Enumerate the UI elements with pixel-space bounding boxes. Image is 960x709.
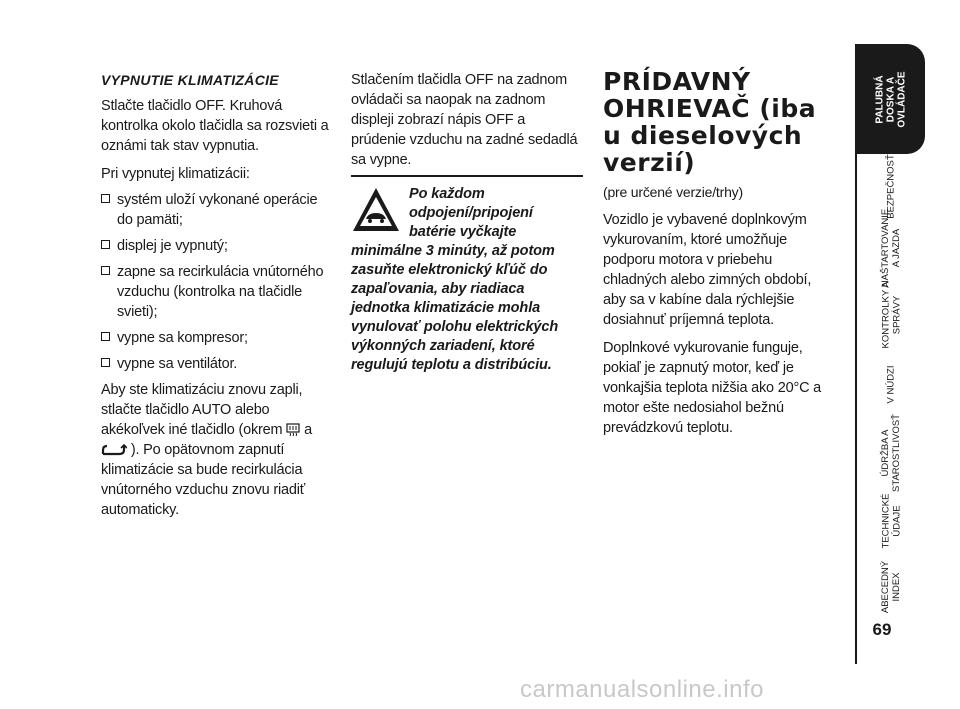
column-middle <box>351 70 583 178</box>
list-item: systém uloží vykonané operácie do pamäti; <box>101 190 333 230</box>
tab-kontrolky[interactable]: KONTROLKY A SPRÁVY <box>879 281 902 349</box>
section-heading: VYPNUTIE KLIMATIZÁCIE <box>101 72 279 88</box>
paragraph: Stlačte tlačidlo OFF. Kruhová kontrolka okolo tlačidla sa rozsvieti a oznámi tak stav vypnutia. <box>101 98 329 154</box>
paragraph: Doplnkové vykurovanie funguje, pokiaľ je zapnutý motor, keď je vonkajšia teplota nižšia ako 20°C a motor ešte nedosiahol bežnú prevádzkovú teplotu. <box>603 340 822 436</box>
recirculation-icon <box>101 444 127 456</box>
rear-defrost-icon <box>286 423 300 436</box>
list-item: vypne sa ventilátor. <box>101 354 333 374</box>
warning-text: Po každom odpojení/pripojení batérie vyčkajte minimálne 3 minúty, až potom zasuňte elektronický kľúč do zapaľovania, aby riadiaca jednotka klimatizácie mohla vynulovať polohu elektrických výkonných zariadení, ktoré regulujú teplotu a distribúciu. <box>351 186 559 373</box>
list-item: displej je vypnutý; <box>101 236 333 256</box>
tab-v-nudzi[interactable]: V NÚDZI <box>885 365 897 403</box>
paragraph: Stlačením tlačidla OFF na zadnom ovládači sa naopak na zadnom displeji zobrazí nápis OFF a prúdenie vzduchu na zadné sedadlá sa vypne. <box>351 72 578 168</box>
checkbox-bullet-icon <box>101 358 110 367</box>
watermark: carmanualsonline.info <box>520 676 764 703</box>
page-number: 69 <box>872 620 892 639</box>
tab-nastartovanie[interactable]: NAŠTARTOVANIE A JAZDA <box>880 208 903 288</box>
paragraph: Vozidlo je vybavené doplnkovým vykurovaním, ktoré umožňuje podporu motora v priebehu chladných alebo zimných období, aby sa v kabíne dala rýchlejšie dosiahnuť príjemná teplota. <box>603 212 812 328</box>
checkbox-bullet-icon <box>101 332 110 341</box>
tab-abecedny-index[interactable]: ABECEDNÝ INDEX <box>879 560 902 614</box>
list-item: vypne sa kompresor; <box>101 328 333 348</box>
page-title: PRÍDAVNÝ OHRIEVAČ (iba u dieselových verzií) <box>603 67 817 177</box>
list-item: zapne sa recirkulácia vnútorného vzduchu (kontrolka na tlačidle svieti); <box>101 262 333 322</box>
paragraph: Aby ste klimatizáciu znovu zapli, stlačte tlačidlo AUTO alebo akékoľvek iné tlačidlo (okrem a ). Po opätovnom zapnutí klimatizácie sa bude recirkulácia vnútorného vzduchu znovu riadiť automaticky. <box>101 382 312 518</box>
bullet-list <box>101 190 333 374</box>
warning-box <box>351 185 583 375</box>
subtitle: (pre určené verzie/trhy) <box>603 184 743 200</box>
tab-bezpecnost[interactable]: BEZPEČNOSŤ <box>885 153 897 219</box>
paragraph: Pri vypnutej klimatizácii: <box>101 166 250 182</box>
tab-udrzba[interactable]: ÚDRŽBA A STAROSTLIVOSŤ <box>880 414 903 492</box>
column-right <box>603 68 833 446</box>
checkbox-bullet-icon <box>101 240 110 249</box>
divider <box>351 175 583 177</box>
tab-technicke-udaje[interactable]: TECHNICKÉ ÚDAJE <box>880 493 902 549</box>
tab-palubna-doska[interactable]: PALUBNÁ DOSKA A OVLÁDAČE <box>857 44 925 154</box>
checkbox-bullet-icon <box>101 194 110 203</box>
column-left <box>101 70 333 528</box>
warning-car-icon <box>351 185 401 235</box>
checkbox-bullet-icon <box>101 266 110 275</box>
